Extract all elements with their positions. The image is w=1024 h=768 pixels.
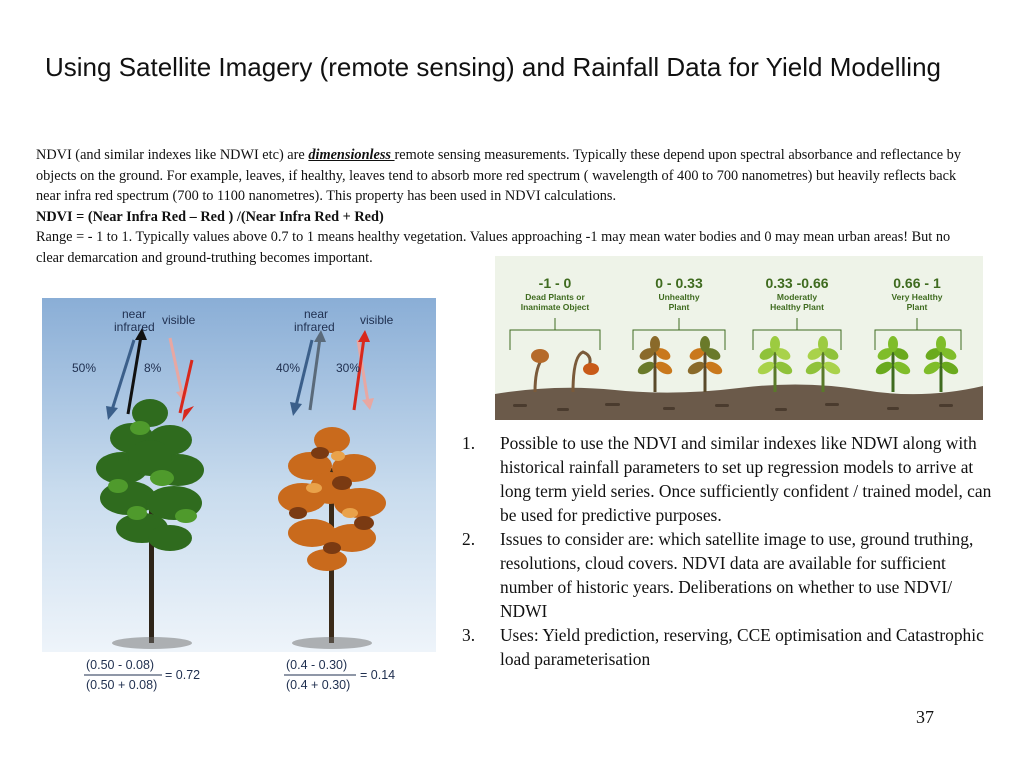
category-label-3a: Moderatly	[776, 292, 818, 302]
category-range-2: 0 - 0.33	[655, 275, 703, 291]
left-nir-label-2: infrared	[114, 320, 155, 334]
intro-paragraph	[36, 145, 966, 207]
list-item-text: Uses: Yield prediction, reserving, CCE optimisation and Catastrophic load parameterisation	[500, 625, 984, 669]
category-label-1b: Inanimate Object	[520, 302, 590, 312]
intro-text-rest: remote sensing measurements. Typically these depend upon spectral absorbance and reflectance by objects on the ground. For example, leaves, if healthy, leaves tend to absorb more red spectrum ( wavelength of 400 to 700 nanometres) but heavily reflects back near infra red spectrum (700 to 1100 nanometres). This property has been used in NDVI calculations.	[36, 147, 961, 204]
category-label-4b: Plant	[906, 302, 928, 312]
category-label-3b: Healthy Plant	[770, 302, 824, 312]
list-item-text: Issues to consider are: which satellite image to use, ground truthing, resolutions, cloud covers. NDVI data are available for sufficient number of historic years. Deliberations on whether to use NDVI/ NDWI	[500, 529, 974, 621]
list-item-number: 2.	[462, 529, 476, 549]
right-calc-denominator: (0.4 + 0.30)	[286, 678, 351, 692]
list-item-number: 1.	[462, 433, 476, 453]
intro-text-start: NDVI (and similar indexes like NDWI etc) are	[36, 147, 309, 163]
right-nir-label: near	[304, 307, 329, 321]
list-item	[462, 527, 992, 623]
category-label-1a: Dead Plants or	[525, 292, 585, 302]
list-item-text: Possible to use the NDVI and similar indexes like NDWI along with historical rainfall parameters to set up regression models to arrive at long term yield series. Once sufficiently confident / trained model, can be used for predictive purposes.	[500, 433, 992, 525]
right-calc-numerator: (0.4 - 0.30)	[286, 658, 348, 672]
page-number: 37	[916, 707, 934, 727]
ndvi-calculations	[42, 655, 436, 695]
left-visible-label: visible	[162, 313, 196, 327]
left-calc-denominator: (0.50 + 0.08)	[86, 678, 158, 692]
ndvi-formula: NDVI = (Near Infra Red – Red ) /(Near Infra Red + Red)	[36, 208, 384, 225]
list-item	[462, 623, 992, 671]
right-nir-label-2: infrared	[294, 320, 335, 334]
dimensionless-emphasis: dimensionless	[308, 147, 395, 163]
category-range-3: 0.33 -0.66	[765, 275, 829, 291]
right-calc-result: = 0.14	[360, 668, 396, 682]
right-visible-percent: 30%	[336, 361, 361, 375]
left-nir-percent: 50%	[72, 361, 97, 375]
category-range-1: -1 - 0	[538, 275, 572, 291]
left-visible-percent: 8%	[144, 361, 162, 375]
ndvi-range: Range = - 1 to 1. Typically values above 0.7 to 1 means healthy vegetation. Values approaching -1 may mean water bodies and 0 may mean urban areas! But no clear demarcation and ground-truthing becomes important.	[36, 229, 951, 266]
slide-title: Using Satellite Imagery (remote sensing) and Rainfall Data for Yield Modelling	[45, 52, 941, 82]
right-nir-percent: 40%	[276, 361, 301, 375]
tree-reflectance-figure	[42, 298, 436, 652]
ndvi-scale-figure	[495, 256, 983, 420]
list-item-number: 3.	[462, 625, 476, 645]
left-calc-result: = 0.72	[165, 668, 201, 682]
key-points-list	[462, 431, 992, 671]
left-nir-label: near	[122, 307, 147, 321]
category-label-2b: Plant	[668, 302, 690, 312]
category-label-2a: Unhealthy	[658, 292, 700, 302]
category-label-4a: Very Healthy	[891, 292, 943, 302]
list-item	[462, 431, 992, 527]
category-range-4: 0.66 - 1	[893, 275, 941, 291]
right-visible-label: visible	[360, 313, 394, 327]
intro-text	[36, 145, 966, 268]
left-calc-numerator: (0.50 - 0.08)	[86, 658, 155, 672]
